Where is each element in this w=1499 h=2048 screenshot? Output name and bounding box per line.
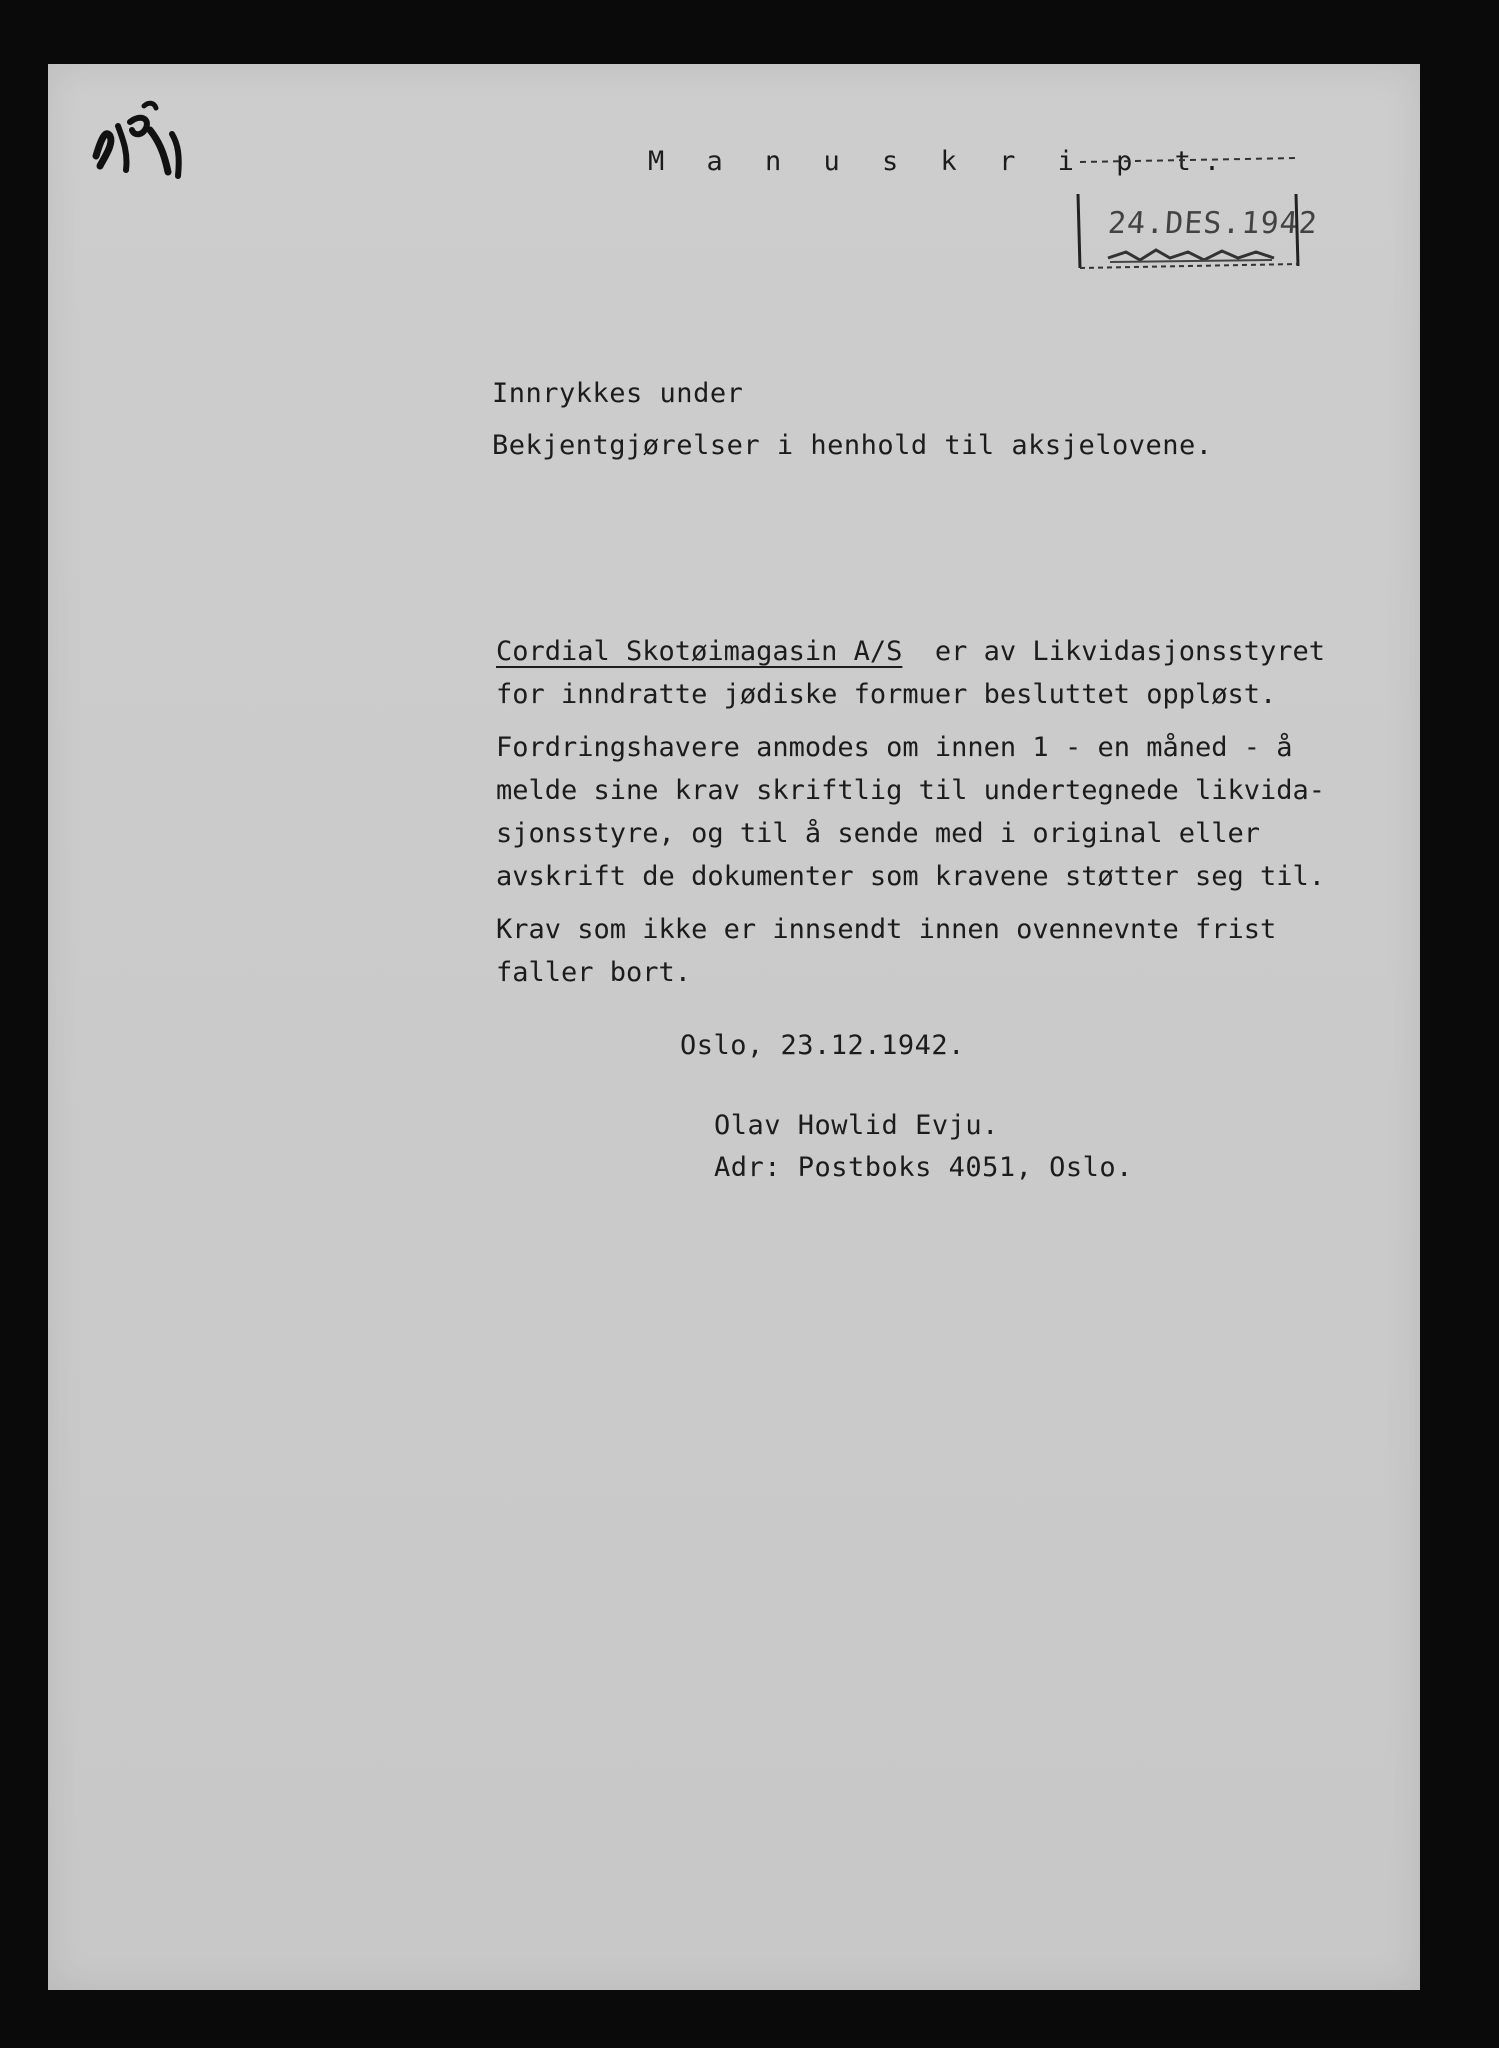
para3-line2: faller bort.	[496, 957, 692, 988]
stamp-illegible-text	[1106, 246, 1276, 264]
handwritten-mark	[88, 96, 198, 186]
intro-line-2: Bekjentgjørelser i henhold til aksjelovene.	[492, 430, 1213, 461]
para2-line1: Fordringshavere anmodes om innen 1 - en måned - å	[496, 732, 1293, 763]
para2-line2: melde sine krav skriftlig til undertegnede likvida-	[496, 775, 1326, 806]
para3-line1: Krav som ikke er innsendt innen ovennevnte frist	[496, 914, 1277, 945]
signer-address: Adr: Postboks 4051, Oslo.	[714, 1152, 1133, 1183]
stamp-date: 24.DES.1942	[1106, 206, 1319, 241]
para1-line2: for inndratte jødiske formuer besluttet oppløst.	[496, 679, 1277, 710]
intro-line-1: Innrykkes under	[492, 378, 744, 409]
para1-line1	[496, 630, 1396, 673]
para2-line3: sjonsstyre, og til å sende med i original eller	[496, 818, 1261, 849]
received-stamp	[1070, 154, 1319, 272]
para1-line1-rest: er av Likvidasjonsstyret	[902, 636, 1326, 667]
para2-line4: avskrift de dokumenter som kravene støtter seg til.	[496, 861, 1326, 892]
announcement-body	[496, 630, 1396, 994]
manuscript-heading: M a n u s k r i p t.	[648, 146, 1234, 177]
paper-sheet	[48, 64, 1420, 1990]
signer-name: Olav Howlid Evju.	[714, 1110, 999, 1141]
place-date: Oslo, 23.12.1942.	[680, 1030, 965, 1061]
company-name: Cordial Skotøimagasin A/S	[496, 636, 903, 667]
